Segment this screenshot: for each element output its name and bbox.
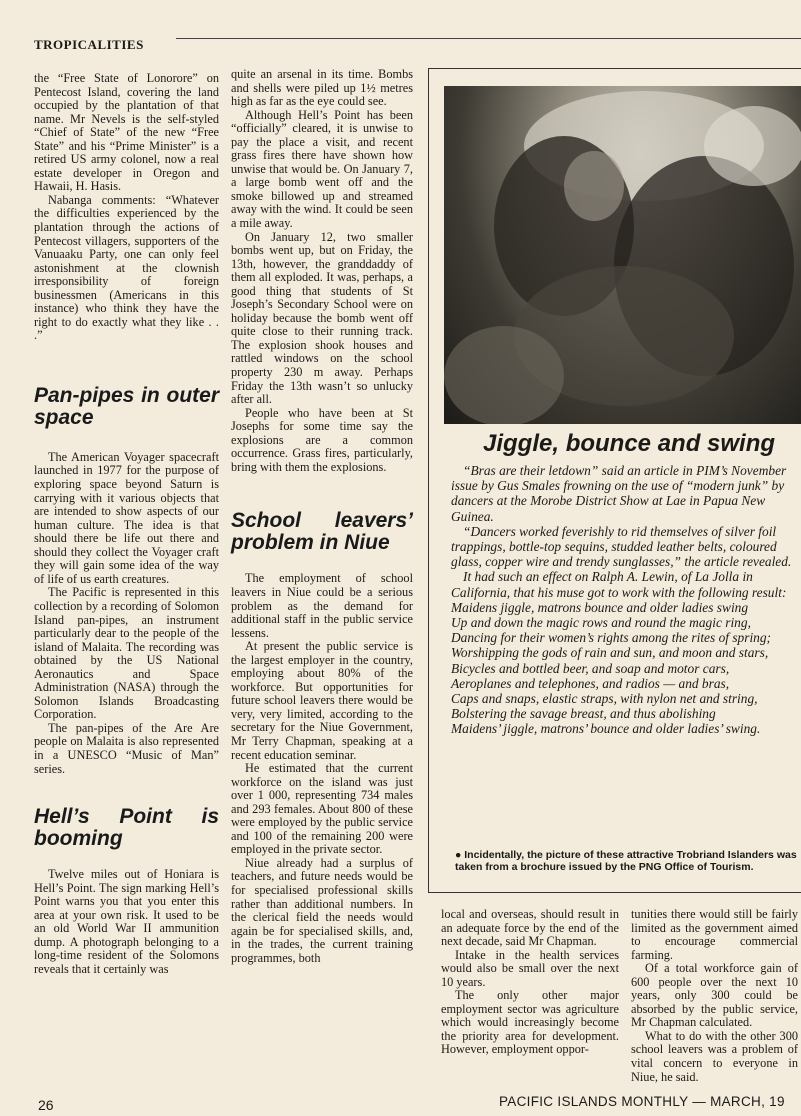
column-4 xyxy=(631,908,798,1084)
poem-line: Worshipping the gods of rain and sun, and moon and stars, xyxy=(451,645,769,661)
column-1 xyxy=(34,72,219,976)
header-rule xyxy=(176,38,801,39)
poem-line: Up and down the magic rows and round the magic ring, xyxy=(451,615,751,631)
headline-hells-point: Hell’s Point is booming xyxy=(34,805,219,851)
column-2 xyxy=(231,68,413,965)
col2-para: Although Hell’s Point has been “officially” cleared, it is unwise to pay the place a visit, and recent grass fires there have shown how unwise that would be. On January 7, a large bomb went off and the smoke billowed up and streamed away with the wind. It could be seen a mile away. xyxy=(231,107,413,231)
col3-para: Intake in the health services would also be small over the next 10 years. xyxy=(441,947,619,989)
poem-line: Bicycles and bottled beer, and soap and motor cars, xyxy=(451,660,730,676)
jiggle-para: It had such an effect on Ralph A. Lewin, of La Jolla in California, that his muse got to work with the following result: xyxy=(451,569,787,600)
poem-line: Maidens jiggle, matrons bounce and older ladies swing xyxy=(451,599,749,615)
poem-line: Dancing for their women’s rights among the rites of spring; xyxy=(451,630,772,646)
col1-para: The American Voyager spacecraft launched in 1977 for the purpose of exploring space beyond Saturn is carrying with it various objects that are intended to show aspects of our human culture. The idea is that should there be life out there and should they collect the Voyager craft they will gain some idea of the way of life of us earth creatures. xyxy=(34,449,219,586)
col2-para: The employment of school leavers in Niue could be a serious problem as the demand for additional staff in the public service lessens. xyxy=(231,571,413,640)
column-3 xyxy=(441,908,619,1057)
col1-para: the “Free State of Lonorore” on Pentecost Island, covering the land occupied by the plantation of that name. Mr Nevels is the self-styled “Chief of State” of the new “Free State” and his “Prime Minister” is a retired US army colonel, now a real estate developer in Oregon and Hawaii, H. Hasis. xyxy=(34,71,219,194)
col4-para: What to do with the other 300 school leavers was a problem of vital concern to everyone in Niue, he said. xyxy=(631,1028,798,1084)
col2-para: On January 12, two smaller bombs went up, but on Friday, the 13th, however, the granddaddy of them all exploded. It was, perhaps, a good thing that students of St Joseph’s Secondary School were on holiday because the bomb went off quite close to their running track. The explosion shook houses and rattled windows on the school property 230 m away. Perhaps Friday the 13th wasn’t so unlucky after all. xyxy=(231,229,413,407)
col1-para: Nabanga comments: “Whatever the difficulties experienced by the plantation through the actions of Pentecost villagers, supporters of the Vanuaaku Party, one can only feel astonishment at the clownish irresponsibility of foreign businessmen (Americans in this instance) who think they have the right to do exactly what they like . . .” xyxy=(34,192,219,343)
jiggle-body xyxy=(451,463,797,737)
jiggle-para: “Bras are their letdown” said an article in PIM’s November issue by Gus Smales frowning on the use of “modern junk” by dancers at the Morobe District Show at Lae in Papua New Guinea. xyxy=(451,463,787,524)
poem-line: Bolstering the savage breast, and thus abolishing xyxy=(451,706,716,722)
col2-para: quite an arsenal in its time. Bombs and shells were piled up 1½ metres high as far as the eye could see. xyxy=(231,67,413,109)
col3-para: The only other major employment sector was agriculture which would increasingly become the priority area for development. However, employment oppor- xyxy=(441,988,619,1057)
poem-line: Caps and snaps, elastic straps, with nylon net and string, xyxy=(451,691,758,707)
section-header: TROPICALITIES xyxy=(34,37,144,52)
dancers-photo xyxy=(444,86,801,424)
col1-para: The Pacific is represented in this collection by a recording of Solomon Island pan-pipes, an instrument particularly dear to the people of the island of Malaita. The recording was obtained by the US National Aeronautics and Space Administration (NASA) through the Solomon Islands Broadcasting Corporation. xyxy=(34,585,219,722)
photo-caption: ● Incidentally, the picture of these attractive Trobriand Islanders was taken from a brochure issued by the PNG Office of Tourism. xyxy=(455,849,797,874)
col2-para: At present the public service is the largest employer in the country, employing about 80% of the workforce. But opportunities for future school leavers there would be very, very limited, according to the secretary for the Niue Government, Mr Terry Chapman, speaking at a recent education seminar. xyxy=(231,639,413,762)
poem-line: Maidens’ jiggle, matrons’ bounce and older ladies’ swing. xyxy=(451,721,761,737)
col1-para: Twelve miles out of Honiara is Hell’s Point. The sign marking Hell’s Point warns you that you enter this area at your own risk. It used to be an old World War II ammunition dump. A photograph belonging to a long-time resident of the Solomons reveals that it certainly was xyxy=(34,867,219,976)
col2-para: People who have been at St Josephs for some time say the explosions are a common occurrence. Grass fires, particularly, bring with them the explosions. xyxy=(231,405,413,474)
col1-para: The pan-pipes of the Are Are people on Malaita is also represented in a UNESCO “Music of Man” series. xyxy=(34,720,219,776)
photo-illustration xyxy=(444,86,801,424)
headline-school-leavers: School leavers’ problem in Niue xyxy=(231,509,413,555)
running-footer: PACIFIC ISLANDS MONTHLY — MARCH, 19 xyxy=(499,1094,785,1109)
col4-para: tunities there would still be fairly limited as the government aimed to encourage commercial farming. xyxy=(631,907,798,962)
col4-para: Of a total workforce gain of 600 people over the next 10 years, only 300 could be absorbed by the public service, Mr Chapman calculated. xyxy=(631,961,798,1030)
headline-jiggle: Jiggle, bounce and swing xyxy=(483,430,776,457)
col2-para: He estimated that the current workforce on the island was just over 1 000, representing 734 males and 293 females. About 800 of these were employed by the public service and 100 of the remaining 200 were employed in the private sector. xyxy=(231,761,413,857)
headline-panpipes: Pan-pipes in outer space xyxy=(34,383,219,429)
poem-line: Aeroplanes and telephones, and radios — and bras, xyxy=(451,675,730,691)
col3-para: local and overseas, should result in an adequate force by the end of the next decade, said Mr Chapman. xyxy=(441,907,619,949)
col2-para: Niue already had a surplus of teachers, and future needs would be for specialised professional skills rather than additional numbers. In the clerical field the needs would again be for specialised skills, and, in the trades, the current training programmes, both xyxy=(231,855,413,965)
jiggle-para: “Dancers worked feverishly to rid themselves of silver foil trappings, bottle-top sequins, studded leather belts, coloured glass, copper wire and trendy sunglasses,” the article revealed. xyxy=(451,523,792,570)
page-number: 26 xyxy=(38,1097,54,1113)
